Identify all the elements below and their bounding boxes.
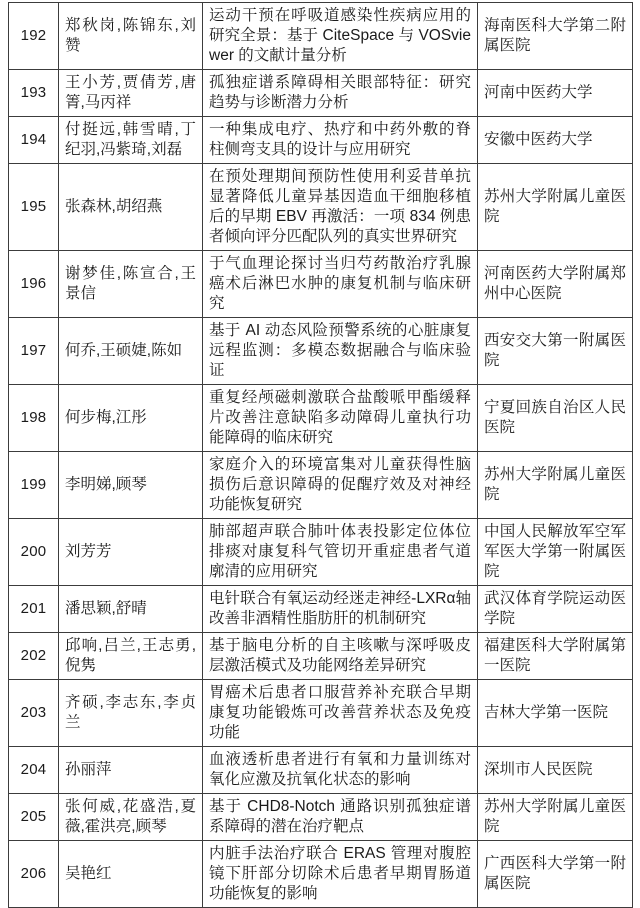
title-cell: 内脏手法治疗联合 ERAS 管理对腹腔镜下肝部分切除术后患者早期胃肠道功能恢复的影响: [203, 841, 478, 908]
row-number-cell: 195: [9, 164, 59, 251]
title-cell: 孤独症谱系障碍相关眼部特征：研究趋势与诊断潜力分析: [203, 70, 478, 117]
institution-cell: 河南中医药大学: [478, 70, 633, 117]
institution-cell: 宁夏回族自治区人民医院: [478, 385, 633, 452]
title-cell: 电针联合有氧运动经迷走神经-LXRα轴改善非酒精性脂肪肝的机制研究: [203, 586, 478, 633]
row-number-cell: 193: [9, 70, 59, 117]
authors-cell: 何步梅,江彤: [59, 385, 203, 452]
authors-cell: 孙丽萍: [59, 747, 203, 794]
table-row: [9, 3, 633, 70]
title-cell: 在预处理期间预防性使用利妥昔单抗显著降低儿童异基因造血干细胞移植后的早期 EBV 再激活：一项 834 例患者倾向评分匹配队列的真实世界研究: [203, 164, 478, 251]
row-number-cell: 205: [9, 794, 59, 841]
title-cell: 基于 CHD8-Notch 通路识别孤独症谱系障碍的潜在治疗靶点: [203, 794, 478, 841]
authors-cell: 何乔,王硕婕,陈如: [59, 318, 203, 385]
institution-cell: 河南医药大学附属郑州中心医院: [478, 251, 633, 318]
publications-table: [8, 2, 633, 908]
title-cell: 于气血理论探讨当归芍药散治疗乳腺癌术后淋巴水肿的康复机制与临床研究: [203, 251, 478, 318]
institution-cell: 苏州大学附属儿童医院: [478, 164, 633, 251]
institution-cell: 苏州大学附属儿童医院: [478, 452, 633, 519]
title-cell: 胃癌术后患者口服营养补充联合早期康复功能锻炼可改善营养状态及免疫功能: [203, 680, 478, 747]
table-row: [9, 164, 633, 251]
authors-cell: 郑秋岗,陈锦东,刘赞: [59, 3, 203, 70]
table-row: [9, 633, 633, 680]
authors-cell: 齐硕,李志东,李贞兰: [59, 680, 203, 747]
table-row: [9, 680, 633, 747]
table-row: [9, 519, 633, 586]
title-cell: 基于脑电分析的自主咳嗽与深呼吸皮层激活模式及功能网络差异研究: [203, 633, 478, 680]
document-page: [0, 2, 640, 908]
institution-cell: 安徽中医药大学: [478, 117, 633, 164]
row-number-cell: 197: [9, 318, 59, 385]
title-cell: 基于 AI 动态风险预警系统的心脏康复远程监测：多模态数据融合与临床验证: [203, 318, 478, 385]
institution-cell: 苏州大学附属儿童医院: [478, 794, 633, 841]
row-number-cell: 200: [9, 519, 59, 586]
institution-cell: 吉林大学第一医院: [478, 680, 633, 747]
table-row: [9, 318, 633, 385]
title-cell: 血液透析患者进行有氧和力量训练对氧化应激及抗氧化状态的影响: [203, 747, 478, 794]
institution-cell: 海南医科大学第二附属医院: [478, 3, 633, 70]
table-row: [9, 251, 633, 318]
authors-cell: 刘芳芳: [59, 519, 203, 586]
institution-cell: 福建医科大学附属第一医院: [478, 633, 633, 680]
institution-cell: 西安交大第一附属医院: [478, 318, 633, 385]
table-row: [9, 747, 633, 794]
title-cell: 家庭介入的环境富集对儿童获得性脑损伤后意识障碍的促醒疗效及对神经功能恢复研究: [203, 452, 478, 519]
table-row: [9, 70, 633, 117]
row-number-cell: 196: [9, 251, 59, 318]
institution-cell: 中国人民解放军空军军医大学第一附属医院: [478, 519, 633, 586]
row-number-cell: 198: [9, 385, 59, 452]
table-row: [9, 385, 633, 452]
row-number-cell: 201: [9, 586, 59, 633]
institution-cell: 武汉体育学院运动医学院: [478, 586, 633, 633]
row-number-cell: 206: [9, 841, 59, 908]
title-cell: 一种集成电疗、热疗和中药外敷的脊柱侧弯支具的设计与应用研究: [203, 117, 478, 164]
authors-cell: 吴艳红: [59, 841, 203, 908]
table-row: [9, 586, 633, 633]
authors-cell: 潘思颖,舒晴: [59, 586, 203, 633]
row-number-cell: 202: [9, 633, 59, 680]
row-number-cell: 203: [9, 680, 59, 747]
title-cell: 肺部超声联合肺叶体表投影定位体位排痰对康复科气管切开重症患者气道廓清的应用研究: [203, 519, 478, 586]
table-row: [9, 452, 633, 519]
row-number-cell: 199: [9, 452, 59, 519]
authors-cell: 李明娣,顾琴: [59, 452, 203, 519]
authors-cell: 张森林,胡绍燕: [59, 164, 203, 251]
table-row: [9, 117, 633, 164]
table-row: [9, 841, 633, 908]
institution-cell: 深圳市人民医院: [478, 747, 633, 794]
authors-cell: 王小芳,贾倩芳,唐箐,马丙祥: [59, 70, 203, 117]
table-row: [9, 794, 633, 841]
authors-cell: 邱响,吕兰,王志勇,倪隽: [59, 633, 203, 680]
row-number-cell: 204: [9, 747, 59, 794]
title-cell: 重复经颅磁刺激联合盐酸哌甲酯缓释片改善注意缺陷多动障碍儿童执行功能障碍的临床研究: [203, 385, 478, 452]
row-number-cell: 194: [9, 117, 59, 164]
row-number-cell: 192: [9, 3, 59, 70]
authors-cell: 谢梦佳,陈宣合,王景信: [59, 251, 203, 318]
authors-cell: 付挺远,韩雪晴,丁纪羽,冯紫琦,刘磊: [59, 117, 203, 164]
title-cell: 运动干预在呼吸道感染性疾病应用的研究全景：基于 CiteSpace 与 VOSviewer 的文献计量分析: [203, 3, 478, 70]
institution-cell: 广西医科大学第一附属医院: [478, 841, 633, 908]
authors-cell: 张何威,花盛浩,夏薇,霍洪亮,顾琴: [59, 794, 203, 841]
